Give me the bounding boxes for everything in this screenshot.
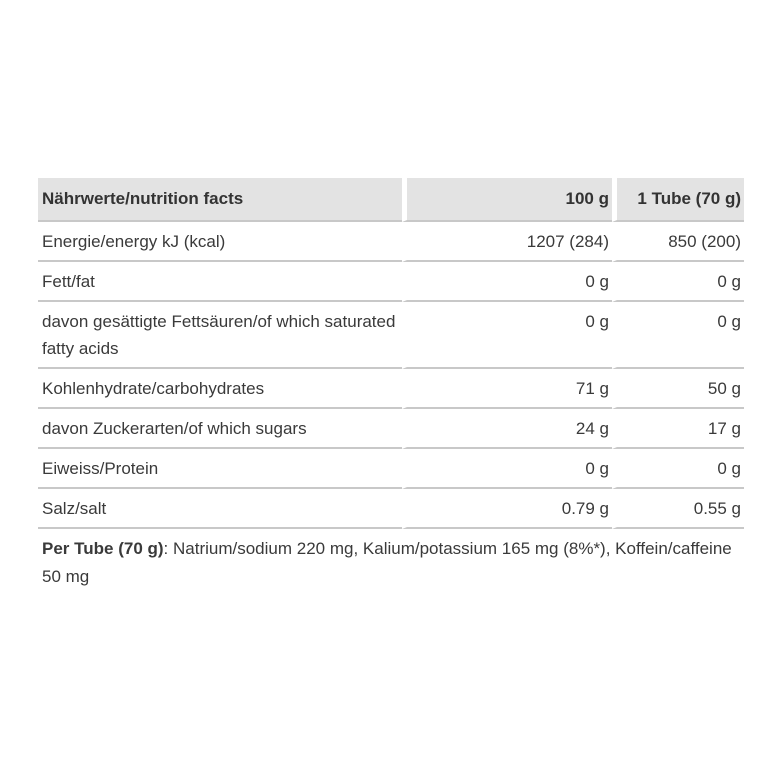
row-label: Fett/fat: [38, 262, 402, 302]
row-value-per-100g: 24 g: [402, 409, 612, 449]
footnote: [38, 535, 742, 591]
row-value-per-tube: 50 g: [612, 369, 744, 409]
row-value-per-tube: 0 g: [612, 449, 744, 489]
row-value-per-100g: 1207 (284): [402, 222, 612, 262]
header-per-100g: 100 g: [402, 178, 612, 222]
header-per-tube: 1 Tube (70 g): [612, 178, 744, 222]
table-row: [38, 302, 744, 369]
row-label: davon Zuckerarten/of which sugars: [38, 409, 402, 449]
row-value-per-100g: 0 g: [402, 262, 612, 302]
row-label: davon gesättigte Fettsäuren/of which saturated fatty acids: [38, 302, 402, 369]
row-label: Energie/energy kJ (kcal): [38, 222, 402, 262]
table-row: [38, 489, 744, 529]
row-value-per-100g: 71 g: [402, 369, 612, 409]
header-label: Nährwerte/nutrition facts: [38, 178, 402, 222]
table-row: [38, 369, 744, 409]
table-header-row: [38, 178, 744, 222]
row-label: Salz/salt: [38, 489, 402, 529]
nutrition-facts-panel: [38, 178, 744, 591]
row-value-per-tube: 0 g: [612, 302, 744, 369]
row-value-per-100g: 0 g: [402, 302, 612, 369]
table-row: [38, 222, 744, 262]
nutrition-table: [38, 178, 744, 529]
row-label: Kohlenhydrate/carbohydrates: [38, 369, 402, 409]
row-value-per-100g: 0.79 g: [402, 489, 612, 529]
row-value-per-tube: 850 (200): [612, 222, 744, 262]
row-value-per-tube: 17 g: [612, 409, 744, 449]
table-row: [38, 262, 744, 302]
row-value-per-tube: 0.55 g: [612, 489, 744, 529]
footnote-text: : Natrium/sodium 220 mg, Kalium/potassium 165 mg (8%*), Koffein/caffeine 50 mg: [42, 539, 732, 586]
footnote-lead: Per Tube (70 g): [42, 539, 164, 558]
table-row: [38, 409, 744, 449]
row-label: Eiweiss/Protein: [38, 449, 402, 489]
row-value-per-tube: 0 g: [612, 262, 744, 302]
table-row: [38, 449, 744, 489]
row-value-per-100g: 0 g: [402, 449, 612, 489]
